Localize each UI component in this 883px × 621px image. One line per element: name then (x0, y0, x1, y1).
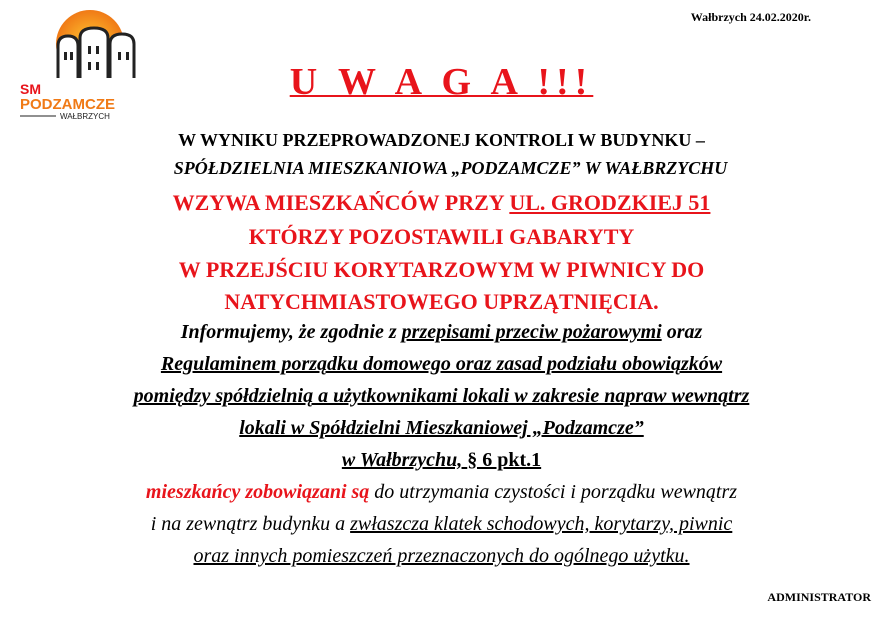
body-line-7-a: Informujemy, że zgodnie z (180, 321, 402, 343)
regulation-paragraph: § 6 pkt.1 (467, 449, 542, 471)
fire-regulations-ref: przepisami przeciw pożarowymi (401, 321, 662, 343)
body-line-14: oraz innych pomieszczeń przeznaczonych do ogólnego użytku. (193, 545, 690, 567)
logo-name-text: PODZAMCZE (20, 96, 115, 113)
body-line-12-a: mieszkańcy zobowiązani są (145, 481, 370, 503)
body-line-7-c: oraz (661, 321, 703, 343)
signature: ADMINISTRATOR (767, 590, 871, 604)
street-address: UL. GRODZKIEJ 51 (509, 190, 711, 215)
body-line-10: lokali w Spółdzielni Mieszkaniowej „Podzamcze” (239, 417, 644, 439)
page-title (0, 60, 883, 104)
body-line-11 (0, 449, 883, 472)
logo-sm-text: SM (20, 81, 41, 97)
document-date: Wałbrzych 24.02.2020r. (690, 10, 811, 24)
body-line-3 (0, 190, 883, 216)
body-line-7 (0, 321, 883, 344)
body-line-12-b: do utrzymania czystości i porządku wewnątrz (369, 481, 738, 503)
body-line-6: NATYCHMIASTOWEGO UPRZĄTNIĘCIA. (224, 289, 659, 314)
body-line-12 (0, 481, 883, 504)
body-line-13-b: zwłaszcza klatek schodowych, korytarzy, piwnic (350, 513, 733, 535)
body-line-13-a: i na zewnątrz budynku a (150, 513, 351, 535)
logo-city-text: WAŁBRZYCH (60, 112, 110, 121)
body-line-4: KTÓRZY POZOSTAWILI GABARYTY (248, 224, 635, 249)
body-line-3-a: WZYWA MIESZKAŃCÓW PRZY (172, 190, 510, 215)
body-line-11-a: w Wałbrzychu, (341, 449, 468, 471)
title-text: U W A G A !!! (289, 61, 594, 103)
body-line-13 (0, 513, 883, 536)
body-line-9: pomiędzy spółdzielnią a użytkownikami lokali w zakresie napraw wewnątrz (133, 385, 750, 407)
body-line-2: SPÓŁDZIELNIA MIESZKANIOWA „PODZAMCZE” W WAŁBRZYCHU (173, 158, 728, 178)
body-line-8: Regulaminem porządku domowego oraz zasad podziału obowiązków (160, 353, 723, 375)
body-line-5: W PRZEJŚCIU KORYTARZOWYM W PIWNICY DO (178, 257, 705, 282)
body-line-1: W WYNIKU PRZEPROWADZONEJ KONTROLI W BUDYNKU – (178, 130, 705, 150)
